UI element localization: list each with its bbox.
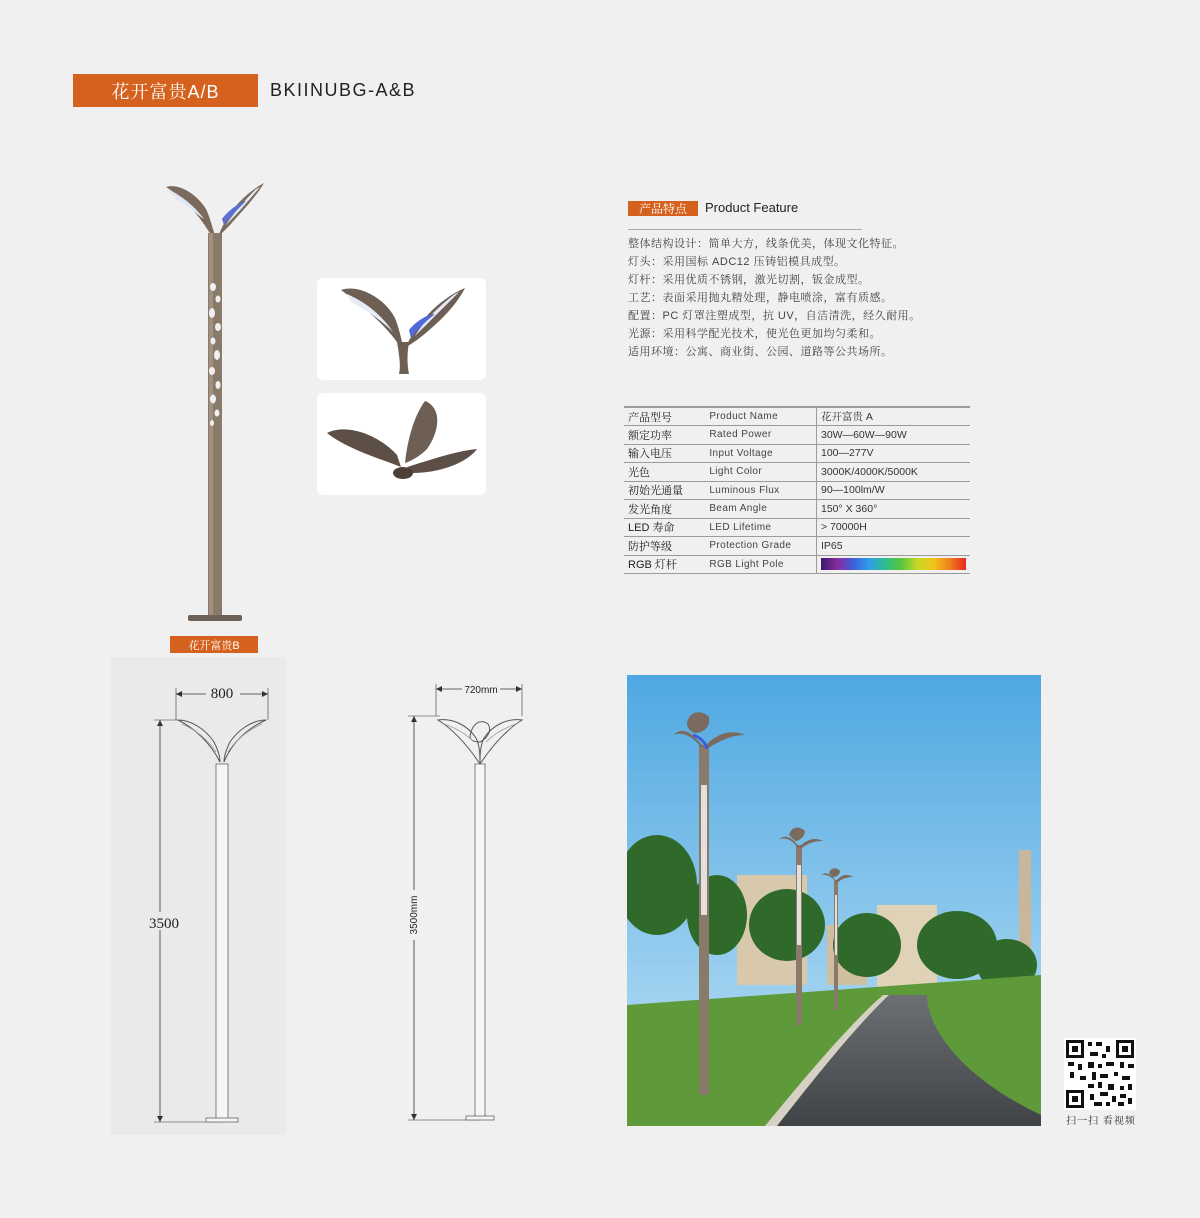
scene-graphic: [627, 675, 1041, 1126]
spec-label-en: Beam Angle: [705, 500, 816, 519]
feature-title: Product Feature: [705, 200, 799, 215]
spec-label-cn: 额定功率: [624, 426, 705, 445]
dimension-drawing-right: [400, 680, 540, 1130]
spec-row: [624, 444, 970, 463]
spec-label-en: LED Lifetime: [705, 518, 816, 537]
spec-value: 花开富贵 A: [817, 407, 971, 426]
spec-label-cn: 初始光通量: [624, 481, 705, 500]
spec-label-cn: 防护等级: [624, 537, 705, 556]
spec-label-cn: 输入电压: [624, 444, 705, 463]
spec-value: 150° X 360°: [817, 500, 971, 519]
lamp-head-top-graphic: [317, 393, 486, 495]
spec-row: [624, 537, 970, 556]
spec-label-en: Light Color: [705, 463, 816, 482]
pole-product-image: [160, 175, 270, 625]
qr-caption: 扫一扫 看视频: [1066, 1116, 1136, 1127]
spec-label-cn: 发光角度: [624, 500, 705, 519]
feature-line: 灯头：采用国标 ADC12 压铸铝模具成型。: [628, 256, 846, 268]
spec-value: 30W—60W—90W: [817, 426, 971, 445]
spec-row: [624, 407, 970, 426]
spec-value: > 70000H: [817, 518, 971, 537]
feature-line: 配置：PC 灯罩注塑成型，抗 UV，自洁清洗，经久耐用。: [628, 310, 921, 322]
spec-label-en: Product Name: [705, 407, 816, 426]
height-label-right: 3500mm: [409, 895, 420, 935]
spec-row: [624, 481, 970, 500]
feature-line: 整体结构设计：简单大方，线条优美，体现文化特征。: [628, 238, 904, 250]
feature-line: 光源：采用科学配光技术，使光色更加均匀柔和。: [628, 328, 881, 340]
spec-value: 90—100lm/W: [817, 481, 971, 500]
spec-value: IP65: [817, 537, 971, 556]
installation-scene-image: [627, 675, 1041, 1126]
lamp-head-front-graphic: [317, 278, 486, 380]
feature-divider: [628, 229, 862, 230]
spec-row: [624, 426, 970, 445]
spec-row: [624, 518, 970, 537]
spec-value: 3000K/4000K/5000K: [817, 463, 971, 482]
feature-list: [628, 235, 921, 361]
spec-label-cn: RGB 灯杆: [624, 555, 705, 574]
dimension-drawing-left: [140, 680, 280, 1130]
feature-line: 工艺：表面采用抛丸精处理，静电喷涂，富有质感。: [628, 292, 893, 304]
spec-label-cn: LED 寿命: [624, 518, 705, 537]
feature-line: 灯杆：采用优质不锈钢，激光切割，钣金成型。: [628, 274, 870, 286]
width-label-right: 720mm: [464, 685, 498, 696]
spec-label-en: Rated Power: [705, 426, 816, 445]
spec-row: [624, 555, 970, 574]
lamp-head-top-photo: [317, 393, 486, 495]
spec-row: [624, 500, 970, 519]
spec-label-en: Input Voltage: [705, 444, 816, 463]
spec-label-en: RGB Light Pole: [705, 555, 816, 574]
spec-value: 100—277V: [817, 444, 971, 463]
spec-label-cn: 光色: [624, 463, 705, 482]
width-label-left: 800: [210, 686, 234, 702]
product-title-badge: 花开富贵A/B: [73, 74, 258, 107]
spec-row: [624, 463, 970, 482]
spec-value-rgb: [817, 555, 971, 574]
pole-b-label: 花开富贵B: [170, 636, 258, 653]
spec-label-cn: 产品型号: [624, 407, 705, 426]
height-label-left: 3500: [149, 916, 179, 932]
rgb-spectrum-bar: [821, 558, 966, 570]
spec-label-en: Luminous Flux: [705, 481, 816, 500]
qr-code[interactable]: [1064, 1038, 1136, 1110]
lamp-head-front-photo: [317, 278, 486, 380]
spec-table: [624, 406, 970, 574]
feature-line: 适用环境：公寓、商业街、公园、道路等公共场所。: [628, 346, 893, 358]
model-code: BKIINUBG-A&B: [270, 80, 417, 100]
feature-badge: 产品特点: [628, 201, 698, 216]
spec-label-en: Protection Grade: [705, 537, 816, 556]
